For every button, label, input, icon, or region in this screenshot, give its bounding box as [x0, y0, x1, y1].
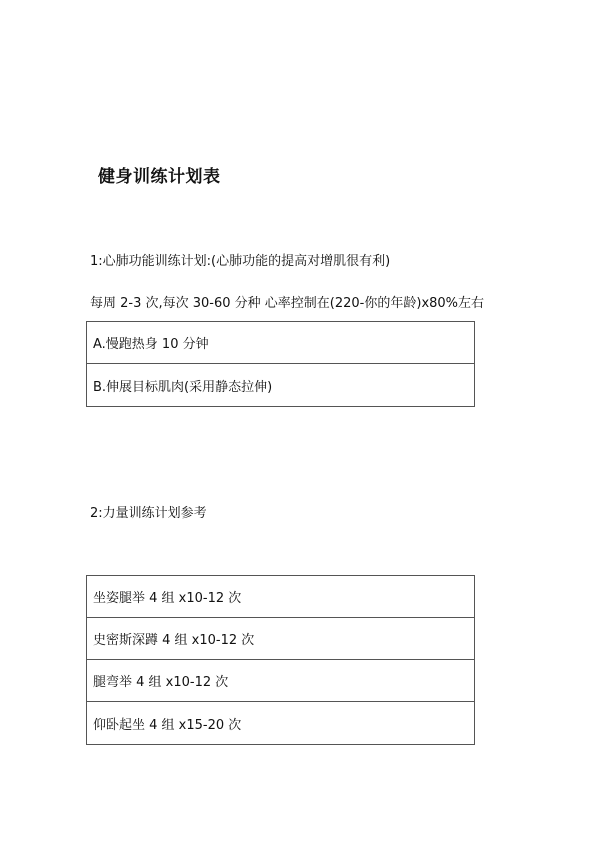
table-row: B.伸展目标肌肉(采用静态拉伸) — [93, 379, 273, 395]
cardio-plan-table — [86, 321, 475, 407]
table-row: 仰卧起坐 4 组 x15-20 次 — [93, 717, 242, 733]
section1-note: 每周 2-3 次,每次 30-60 分种 心率控制在(220-你的年龄)x80%左右 — [90, 296, 485, 311]
table-row: 史密斯深蹲 4 组 x10-12 次 — [87, 618, 474, 660]
section2-heading: 2:力量训练计划参考 — [90, 506, 207, 521]
document-title: 健身训练计划表 — [98, 167, 221, 187]
section1-heading: 1:心肺功能训练计划:(心肺功能的提高对增肌很有利) — [90, 254, 391, 269]
strength-plan-table — [86, 575, 475, 745]
table-row: 坐姿腿举 4 组 x10-12 次 — [87, 576, 474, 618]
table-row: 腿弯举 4 组 x10-12 次 — [87, 660, 474, 702]
table-row: A.慢跑热身 10 分钟 — [87, 322, 474, 364]
